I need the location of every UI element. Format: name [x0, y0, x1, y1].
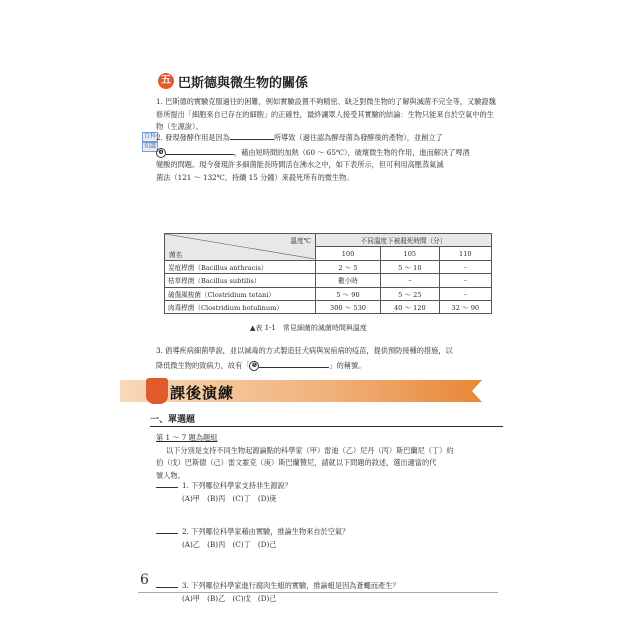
- table-group-header: 不同溫度下被殺死時間（分）: [316, 234, 492, 247]
- question-intro: [156, 432, 498, 482]
- table-row: [165, 287, 492, 300]
- table-cell: 數小時: [316, 274, 381, 287]
- table-row: [165, 300, 492, 313]
- point-2-text: [156, 130, 498, 184]
- table-cell: –: [439, 260, 491, 273]
- point-3-line-a: 3. 倡導疾病細菌學說，並以減毒的方式製造狂犬病與炭疽病的疫苗，提供預防接種的措施，以: [156, 346, 453, 355]
- table-cell: –: [439, 274, 491, 287]
- table-corner-temp: 溫度℃: [290, 237, 311, 245]
- section-number-badge: 五: [158, 73, 174, 89]
- side-tag-encyclopedia: 百科: [143, 133, 156, 140]
- question-options: (A)甲 (B)乙 (C)戊 (D)己: [182, 593, 277, 603]
- answer-line[interactable]: [156, 587, 178, 588]
- table-corner-cell: [165, 234, 316, 261]
- question-stem: 2. 下列哪位科學家藉由實驗，推論生物來自於空氣？: [182, 527, 350, 536]
- point-3-line-b: 降低微生物的致病力，故有「: [156, 360, 250, 370]
- table-cell: 2 ～ 5: [316, 260, 381, 273]
- answer-line[interactable]: [156, 487, 178, 488]
- table-cell-name: 肉毒桿菌（Clostridium botulinum）: [165, 300, 316, 313]
- heading-rule: [150, 426, 503, 427]
- answer-line[interactable]: [156, 533, 178, 534]
- bacteria-sterilization-table: [164, 233, 492, 314]
- intro-line-a: 以下分別是支持不同生物起源論點的科學家（甲）雷迪（乙）尼丹（丙）斯巴蘭尼（丁）約: [166, 445, 454, 455]
- point-2-line-e: 菌法（121 ～ 132℃，持續 15 分鐘）來殺死所有的微生物。: [156, 172, 354, 182]
- side-tag-knowledge: 知識: [143, 143, 156, 150]
- practice-banner-tag: [146, 378, 168, 404]
- question-2: [156, 526, 498, 551]
- point-3-text: [156, 345, 498, 372]
- answer-blank: [166, 145, 234, 155]
- question-1: [156, 480, 498, 505]
- table-row: [165, 260, 492, 273]
- table-cell: –: [439, 287, 491, 300]
- question-group-label: 第 1 ～ 7 題為題組: [156, 433, 218, 442]
- intro-line-b: 伯（戊）巴斯德（己）雷文霍克（庚）斯巴蘭贊尼，請就以下問題的敘述，選出適當的代: [156, 458, 437, 467]
- point-1-text: 1. 巴斯德的實驗克服過往的困難，例如實驗設置不夠精密、缺乏對微生物的了解與滅菌不完全等，又驗證魏修所提出「細胞來自已存在的細胞」的正確性，最終讓眾人接受其實驗的結論：生物只能來自於空氣中的生物（生源說）。: [156, 97, 496, 131]
- blank-marker-icon: ❹: [156, 148, 166, 158]
- table-cell: –: [381, 274, 440, 287]
- question-stem: 1. 下列哪位科學家支持非生源說？: [182, 481, 292, 490]
- point-2-line-c: ，藉由短時間的加熱（60 ～ 65℃），破壞微生物的作用，進而解決了啤酒: [234, 147, 470, 157]
- single-choice-heading: 一、單選題: [150, 415, 196, 425]
- table-temp-header: 100: [316, 247, 381, 260]
- practice-banner-flag: [472, 380, 482, 402]
- table-temp-header: 110: [439, 247, 491, 260]
- point-2-line-b: 所導致（過往認為酵母菌為發酵後的產物），並創立了: [273, 133, 443, 142]
- point-3-line-c: 」的稱號。: [329, 360, 366, 370]
- answer-blank: [259, 358, 329, 368]
- table-cell: 40 ～ 120: [381, 300, 440, 313]
- question-options: (A)乙 (B)丙 (C)丁 (D)己: [182, 539, 277, 549]
- blank-marker-icon: ❺: [249, 361, 259, 371]
- question-stem: 3. 下列哪位科學家進行腐肉生蛆的實驗，推論蛆是因為蒼蠅而產生？: [182, 581, 400, 590]
- point-2-line-a: 2. 發現發酵作用是因為: [156, 133, 230, 142]
- table-cell: 5 ～ 90: [316, 287, 381, 300]
- point-2-line-d: 變酸的問題。現今發現許多細菌能長時間活在沸水之中，如下表所示，但可利用高壓蒸氣滅: [156, 160, 444, 169]
- table-cell: 5 ～ 25: [381, 287, 440, 300]
- table-row: [165, 274, 492, 287]
- section-title: 巴斯德與微生物的關係: [178, 76, 309, 91]
- answer-blank: [230, 130, 274, 140]
- table-cell-name: 枯草桿菌（Bacillus subtilis）: [165, 274, 316, 287]
- table-caption: ▲表 1-1 常見細菌的滅菌時間與溫度: [250, 324, 367, 332]
- page-number: 6: [140, 572, 149, 588]
- table-temp-header: 105: [381, 247, 440, 260]
- table-cell-name: 炭疽桿菌（Bacillus anthracis）: [165, 260, 316, 273]
- textbook-page: [120, 60, 530, 620]
- table-corner-name: 菌名: [169, 250, 183, 259]
- table-cell: 300 ～ 530: [316, 300, 381, 313]
- table-cell: 5 ～ 10: [381, 260, 440, 273]
- table-cell: 32 ～ 90: [439, 300, 491, 313]
- intro-line-c: 號人物。: [156, 470, 185, 480]
- footer-rule: [138, 592, 498, 593]
- table-cell-name: 破傷風梭菌（Clostridium tetani）: [165, 287, 316, 300]
- question-options: (A)甲 (B)丙 (C)丁 (D)庚: [182, 493, 277, 503]
- practice-title: 課後演練: [170, 384, 235, 402]
